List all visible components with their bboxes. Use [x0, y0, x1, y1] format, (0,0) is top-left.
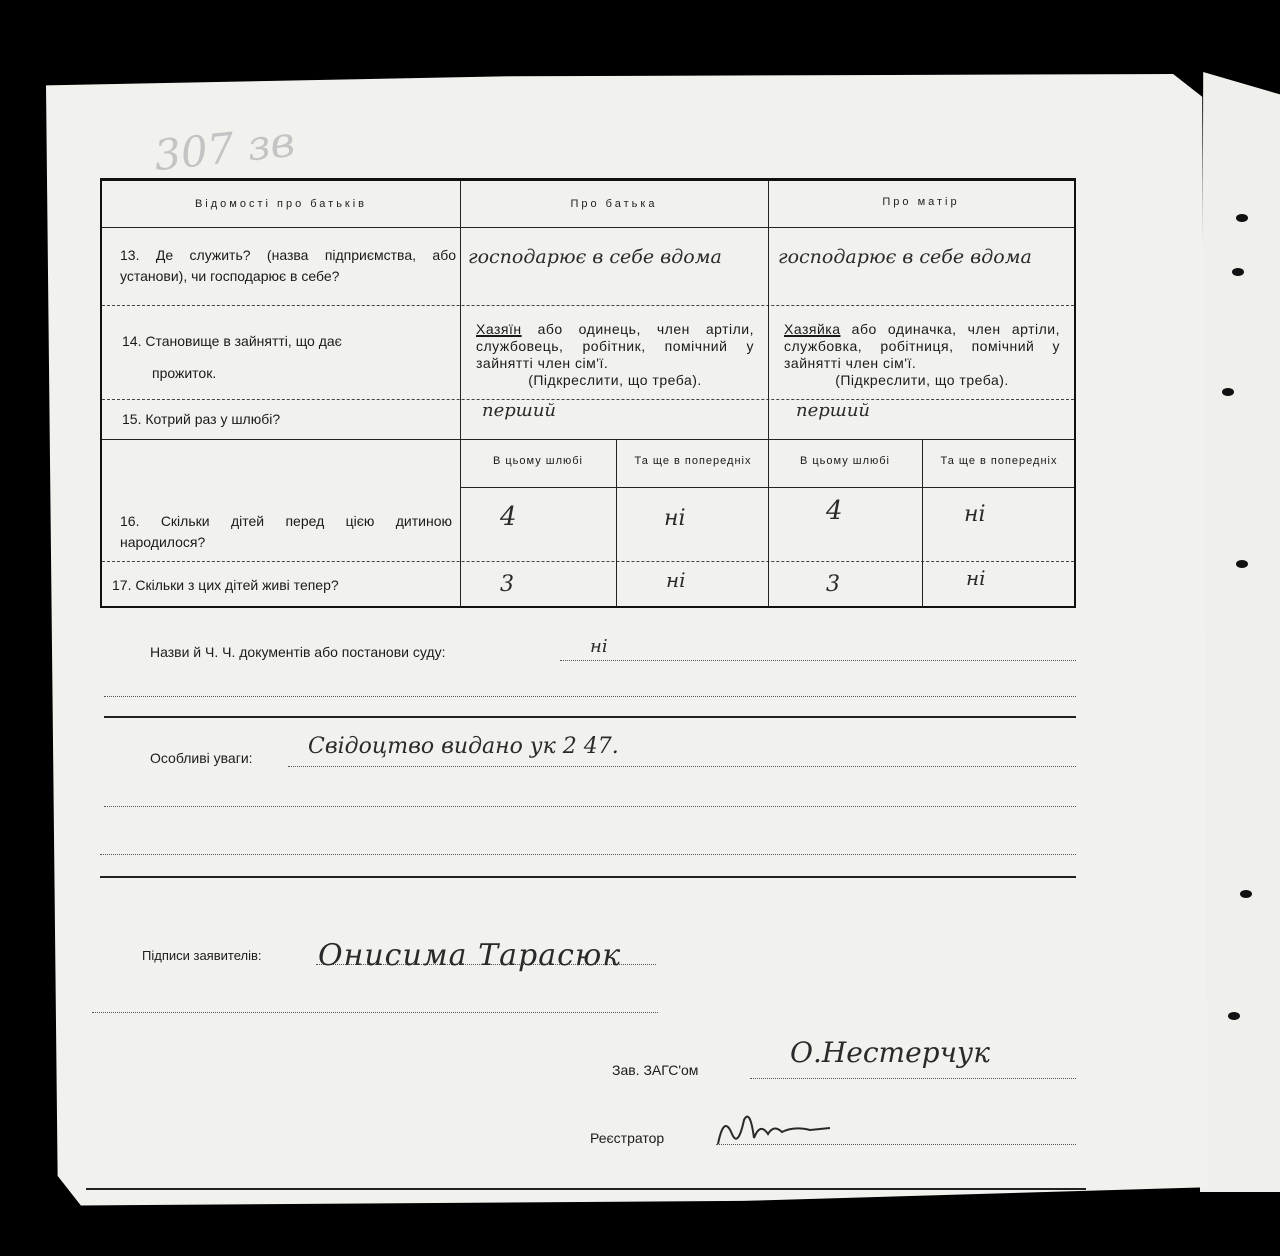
father-marriage-answer: перший — [482, 400, 557, 421]
header-parents-info: Відомості про батьків — [194, 198, 368, 210]
documents-label: Назви й Ч. Ч. документів або постанови суду: — [150, 644, 446, 660]
question-15: 15. Котрий раз у шлюбі? — [122, 411, 281, 427]
archive-mark: 307 зв — [151, 116, 298, 181]
documents-value: ні — [590, 636, 608, 657]
binding-hole — [1228, 1012, 1240, 1020]
father-work-answer: господарює в себе вдома — [468, 246, 722, 268]
registrar-signature — [714, 1104, 834, 1152]
mother-children-born-prev: ні — [964, 502, 986, 527]
question-16: 16. Скільки дітей перед цією дитиною народилося? — [120, 513, 452, 550]
father-children-born-prev: ні — [664, 506, 686, 531]
father-options-note: (Підкреслити, що треба). — [528, 372, 702, 388]
subheader-father-prev: Та ще в попередніх — [634, 455, 752, 467]
header-mother: Про матір — [882, 196, 960, 208]
father-option-selected: Хазяїн — [476, 321, 522, 337]
binding-hole — [1222, 388, 1234, 396]
registrar-label: Реєстратор — [590, 1130, 665, 1146]
mother-options-text: або одиначка, член артіли, службовка, робітниця, помічний у зайнятті член сім'ї. — [784, 321, 1060, 371]
father-occupation-options — [476, 315, 754, 395]
father-options-text: або одинець, член артіли, службовець, робітник, помічний у зайнятті член сім'ї. — [476, 321, 754, 371]
applicants-signature-label: Підписи заявителів: — [142, 948, 262, 963]
adjacent-page — [1200, 72, 1280, 1192]
zags-head-signature: О.Нестерчук — [790, 1036, 990, 1069]
mother-options-note: (Підкреслити, що треба). — [835, 372, 1009, 388]
binding-hole — [1236, 214, 1248, 222]
father-children-alive-this: 3 — [500, 572, 514, 597]
question-14-cont: прожиток. — [152, 365, 217, 381]
binding-hole — [1236, 560, 1248, 568]
mother-children-alive-prev: ні — [966, 566, 986, 590]
mother-work-answer: господарює в себе вдома — [778, 246, 1032, 268]
father-children-born-this: 4 — [500, 502, 517, 532]
remarks-value: Свідоцтво видано ук 2 47. — [308, 734, 619, 759]
binding-hole — [1232, 268, 1244, 276]
applicants-signature: Онисима Тарасюк — [318, 938, 622, 973]
question-13: 13. Де служить? (назва підприємства, або установи), чи господарює в себе? — [120, 247, 456, 284]
mother-children-born-this: 4 — [826, 496, 843, 526]
question-17: 17. Скільки з цих дітей живі тепер? — [112, 577, 339, 593]
mother-option-selected: Хазяйка — [784, 321, 841, 337]
remarks-label: Особливі уваги: — [150, 750, 253, 766]
mother-children-alive-this: 3 — [826, 572, 840, 597]
question-14: 14. Становище в зайнятті, що дає — [122, 333, 342, 349]
binding-hole — [1240, 890, 1252, 898]
subheader-mother-prev: Та ще в попередніх — [940, 455, 1058, 467]
header-father: Про батька — [570, 198, 658, 210]
zags-head-label: Зав. ЗАГС'ом — [612, 1062, 699, 1078]
mother-occupation-options — [784, 315, 1060, 395]
parents-info-table — [100, 178, 1076, 608]
subheader-mother-this: В цьому шлюбі — [799, 455, 891, 467]
subheader-father-this: В цьому шлюбі — [492, 455, 584, 467]
mother-marriage-answer: перший — [796, 400, 871, 421]
father-children-alive-prev: ні — [666, 568, 686, 592]
